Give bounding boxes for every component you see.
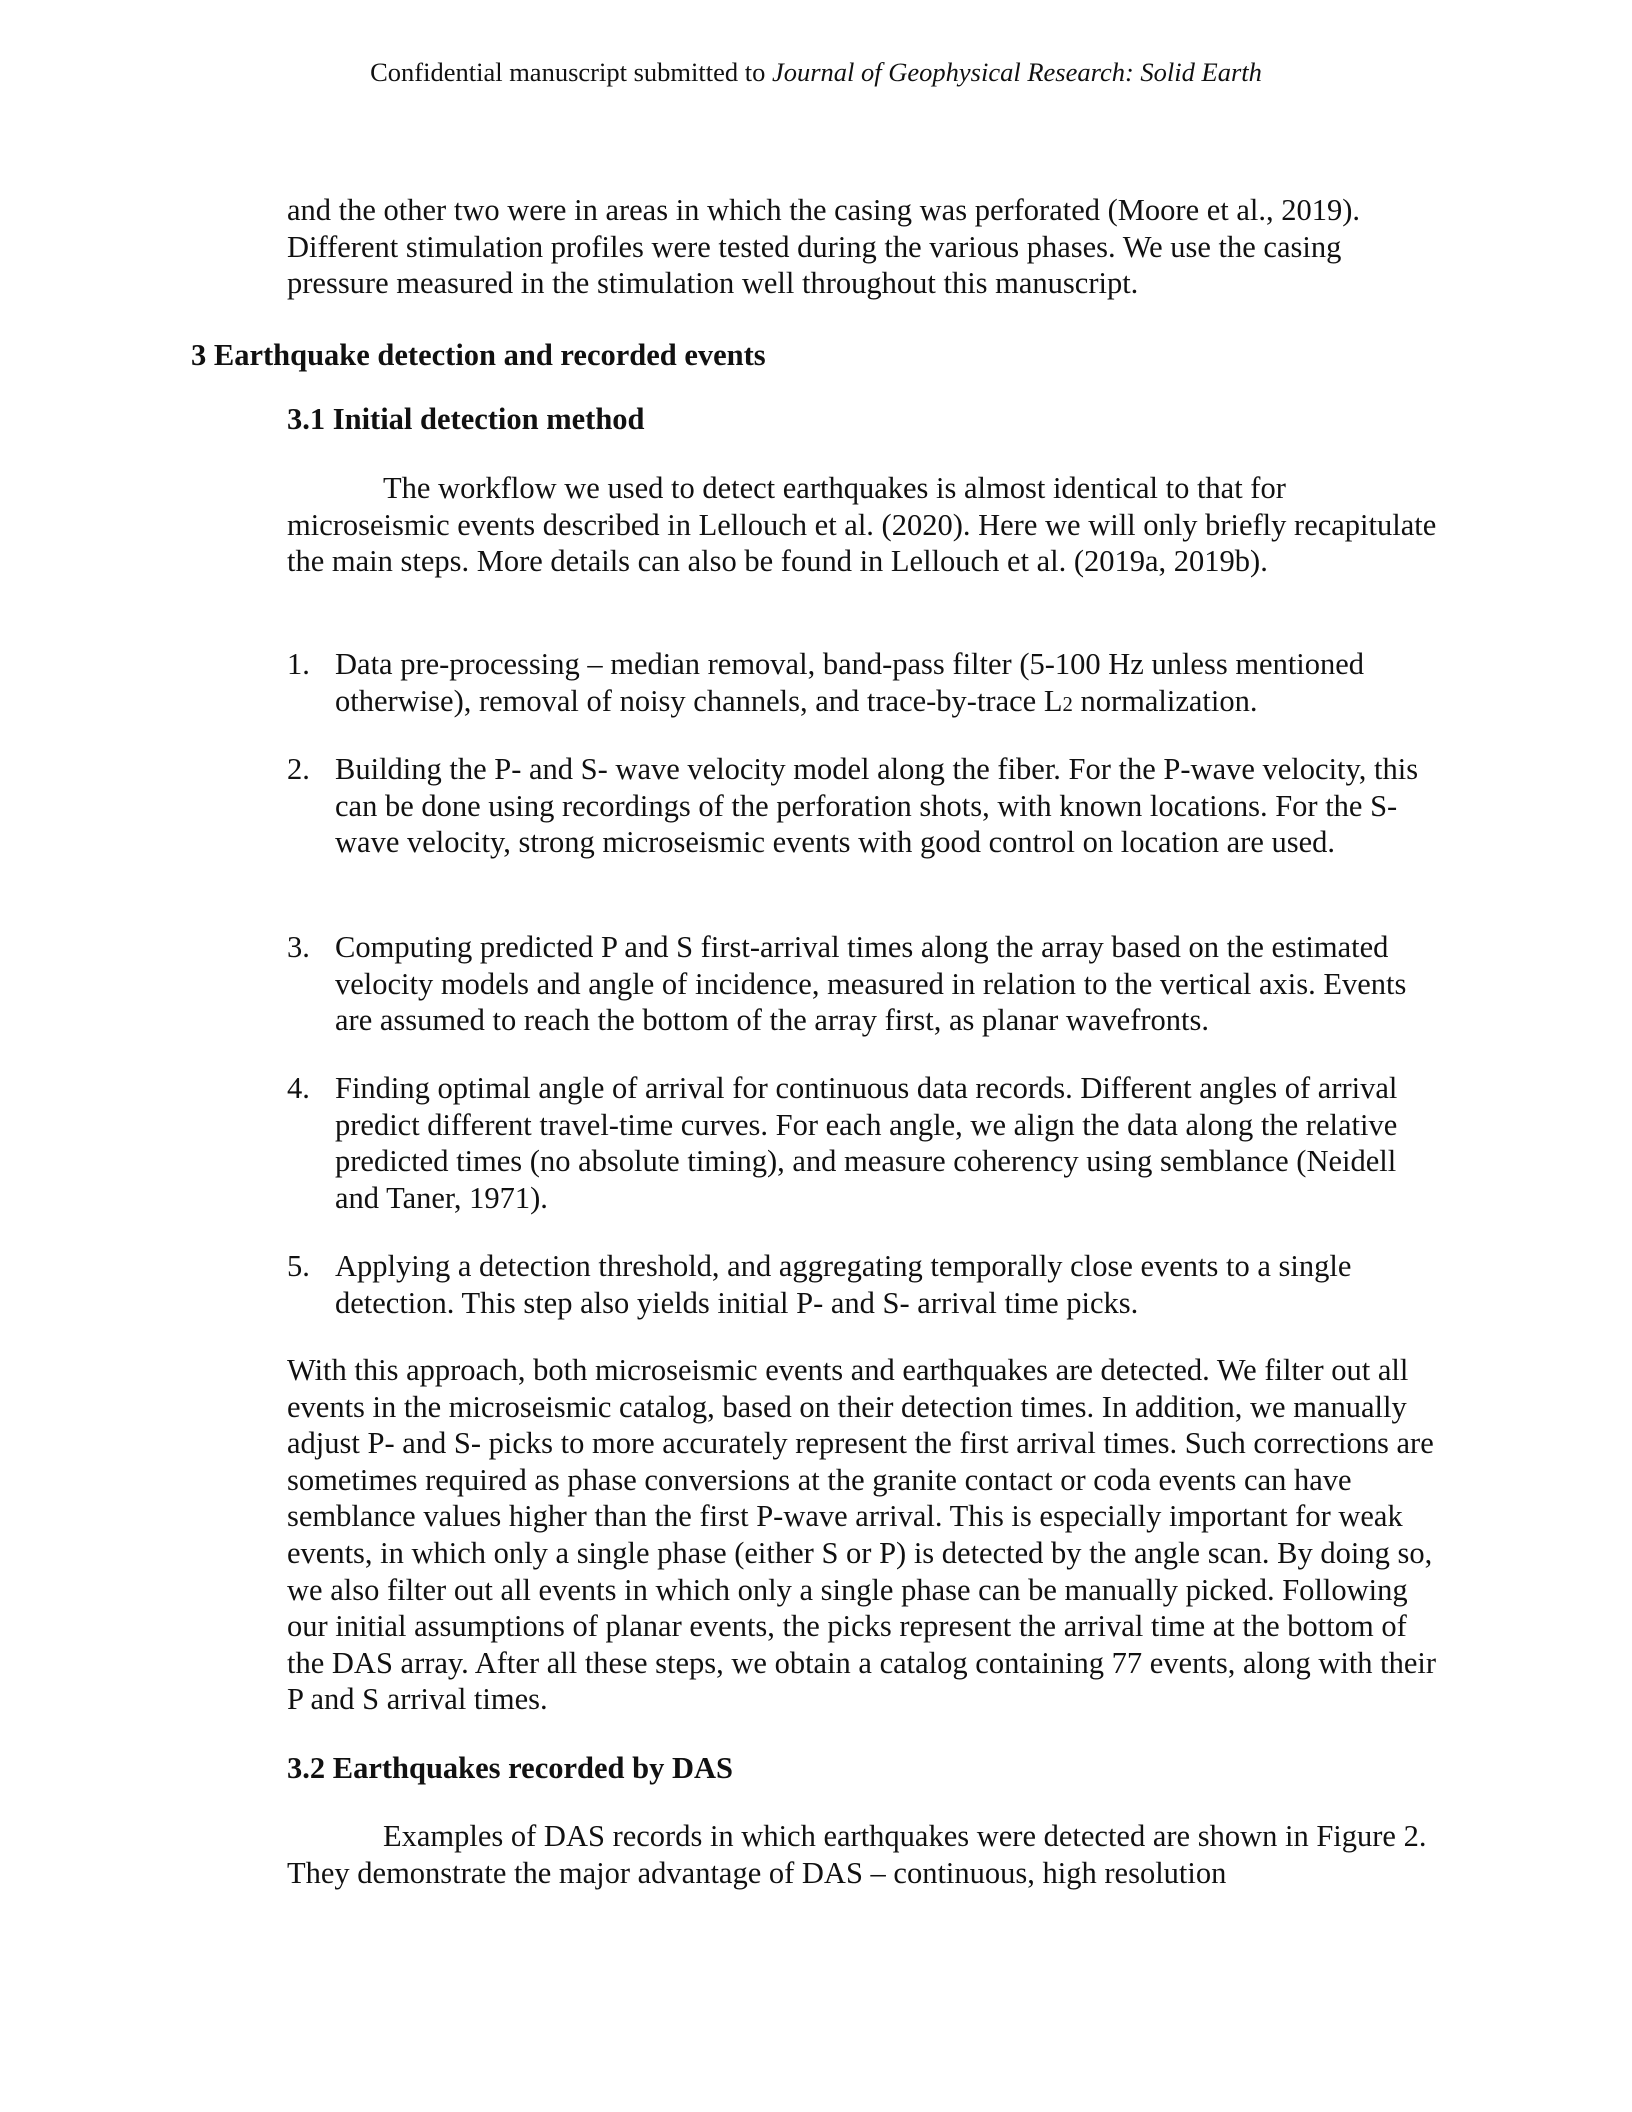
workflow-paragraph: The workflow we used to detect earthquakes is almost identical to that for microseismic events described in Lellouch et al. (2020). Here we will only briefly recapitulate the main steps. More details can also be found in Lellouch et al. (2019a, 2019b). [287,471,1437,579]
section-heading: 3 Earthquake detection and recorded events [191,338,766,372]
list-item [287,1070,1447,1216]
running-header [0,56,1632,88]
list-item-number: 5. [287,1249,310,1283]
subsection-heading-3-1: 3.1 Initial detection method [287,402,645,436]
list-item-text: Applying a detection threshold, and aggregating temporally close events to a single detection. This step also yields initial P- and S- arrival time picks. [335,1249,1352,1320]
intro-paragraph: and the other two were in areas in which the casing was perforated (Moore et al., 2019). Different stimulation profiles were tested during the various phases. We use the casing pressure measured in the stimulation well throughout this manuscript. [287,193,1361,301]
list-item-text: Finding optimal angle of arrival for continuous data records. Different angles of arrival predict different travel-time curves. For each angle, we align the data along the relative predicted times (no absolute timing), and measure coherency using semblance (Neidell and Taner, 1971). [335,1071,1398,1215]
list-item [287,646,1447,723]
running-header-prefix: Confidential manuscript submitted to [370,57,772,87]
das-paragraph: Examples of DAS records in which earthquakes were detected are shown in Figure 2. They demonstrate the major advantage of DAS – continuous, high resolution [287,1819,1427,1890]
list-item-number: 3. [287,930,310,964]
list-item-text: Building the P- and S- wave velocity model along the fiber. For the P-wave velocity, this can be done using recordings of the perforation shots, with known locations. For the S-wave velocity, strong microseismic events with good control on location are used. [335,752,1419,860]
list-item-number: 2. [287,752,310,786]
list-item [287,1248,1447,1321]
journal-name: Journal of Geophysical Research: Solid Earth [771,57,1262,87]
list-item-text: Data pre-processing – median removal, band-pass filter (5-100 Hz unless mentioned otherwise), removal of noisy channels, and trace-by-trace L2 normalization. [335,647,1365,718]
subscript: 2 [1062,693,1073,716]
list-item [287,751,1447,861]
list-item-text: Computing predicted P and S first-arrival times along the array based on the estimated velocity models and angle of incidence, measured in relation to the vertical axis. Events are assumed to reach the bottom of the array first, as planar wavefronts. [335,930,1407,1038]
closing-paragraph: With this approach, both microseismic events and earthquakes are detected. We filter out all events in the microseismic catalog, based on their detection times. In addition, we manually adjust P- and S- picks to more accurately represent the first arrival times. Such corrections are sometimes required as phase conversions at the granite contact or coda events can have semblance values higher than the first P-wave arrival. This is especially important for weak events, in which only a single phase (either S or P) is detected by the angle scan. By doing so, we also filter out all events in which only a single phase can be manually picked. Following our initial assumptions of planar events, the picks represent the arrival time at the bottom of the DAS array. After all these steps, we obtain a catalog containing 77 events, along with their P and S arrival times. [287,1353,1437,1717]
list-item-number: 1. [287,647,310,681]
list-item [287,929,1447,1039]
list-item-number: 4. [287,1071,310,1105]
subsection-heading-3-2: 3.2 Earthquakes recorded by DAS [287,1751,733,1785]
